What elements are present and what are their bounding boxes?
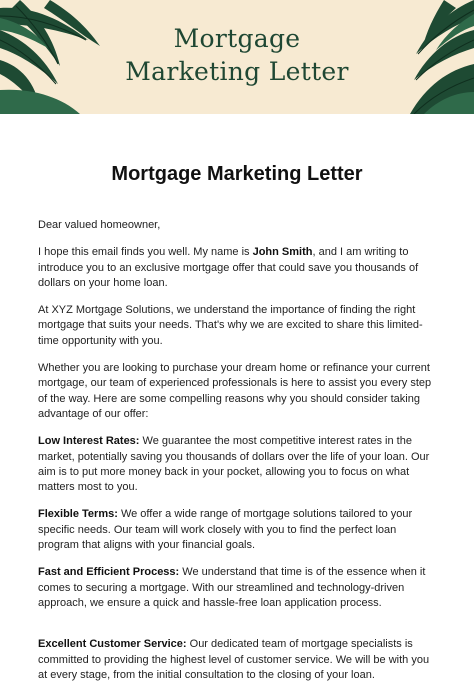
- banner-title: [0, 22, 474, 88]
- reasons-paragraph: Whether you are looking to purchase your dream home or refinance your current mortgage, our team of experienced professionals is here to assist you every step of the way. Here are some compelling reasons why you should consider taking advantage of our offer:: [38, 362, 432, 420]
- intro-text-start: I hope this email finds you well. My name is: [38, 246, 253, 259]
- point-text: We understand that time is of the essence when it comes to securing a mortgage. With our streamlined and technology-driven approach, we ensure a quick and hassle-free loan application process.: [38, 566, 426, 609]
- greeting: Dear valued homeowner,: [38, 219, 161, 231]
- point-text: Our dedicated team of mortgage specialists is committed to providing the highest level of customer service. We will be with you at every stage, from the initial consultation to the closing of your loan.: [38, 638, 430, 681]
- point-text: We offer a wide range of mortgage solutions tailored to your specific needs. Our team will work closely with you to find the perfect loan program that aligns with your financial goals.: [38, 508, 413, 552]
- banner-title-line2: Marketing Letter: [125, 57, 349, 86]
- intro-paragraph: [38, 245, 438, 291]
- header-banner: [0, 0, 474, 114]
- point-customer-service: [38, 637, 438, 683]
- sender-name: John Smith: [252, 246, 313, 259]
- point-heading: Fast and Efficient Process:: [38, 566, 180, 579]
- intro-text-end: , and I am writing to introduce you to an exclusive mortgage offer that could save you thousands of dollars on your home loan.: [38, 246, 419, 289]
- point-text: We guarantee the most competitive interest rates in the market, potentially saving you thousands of dollars over the life of your loan. Our aim is to put more money back in your pocket, allowing you to focus on what matters most to you.: [38, 435, 430, 494]
- document-title: Mortgage Marketing Letter: [111, 163, 363, 185]
- company-paragraph: At XYZ Mortgage Solutions, we understand the importance of finding the right mortgage that suits your needs. That's why we are excited to share this limited-time opportunity with you.: [38, 304, 423, 347]
- banner-title-line1: Mortgage: [173, 24, 301, 53]
- point-heading: Excellent Customer Service:: [38, 638, 187, 651]
- point-heading: Flexible Terms:: [38, 508, 118, 521]
- point-flexible-terms: [38, 507, 438, 553]
- letter-body: [38, 218, 438, 695]
- point-low-interest: [38, 434, 438, 495]
- point-fast-process: [38, 565, 438, 611]
- point-heading: Low Interest Rates:: [38, 435, 140, 448]
